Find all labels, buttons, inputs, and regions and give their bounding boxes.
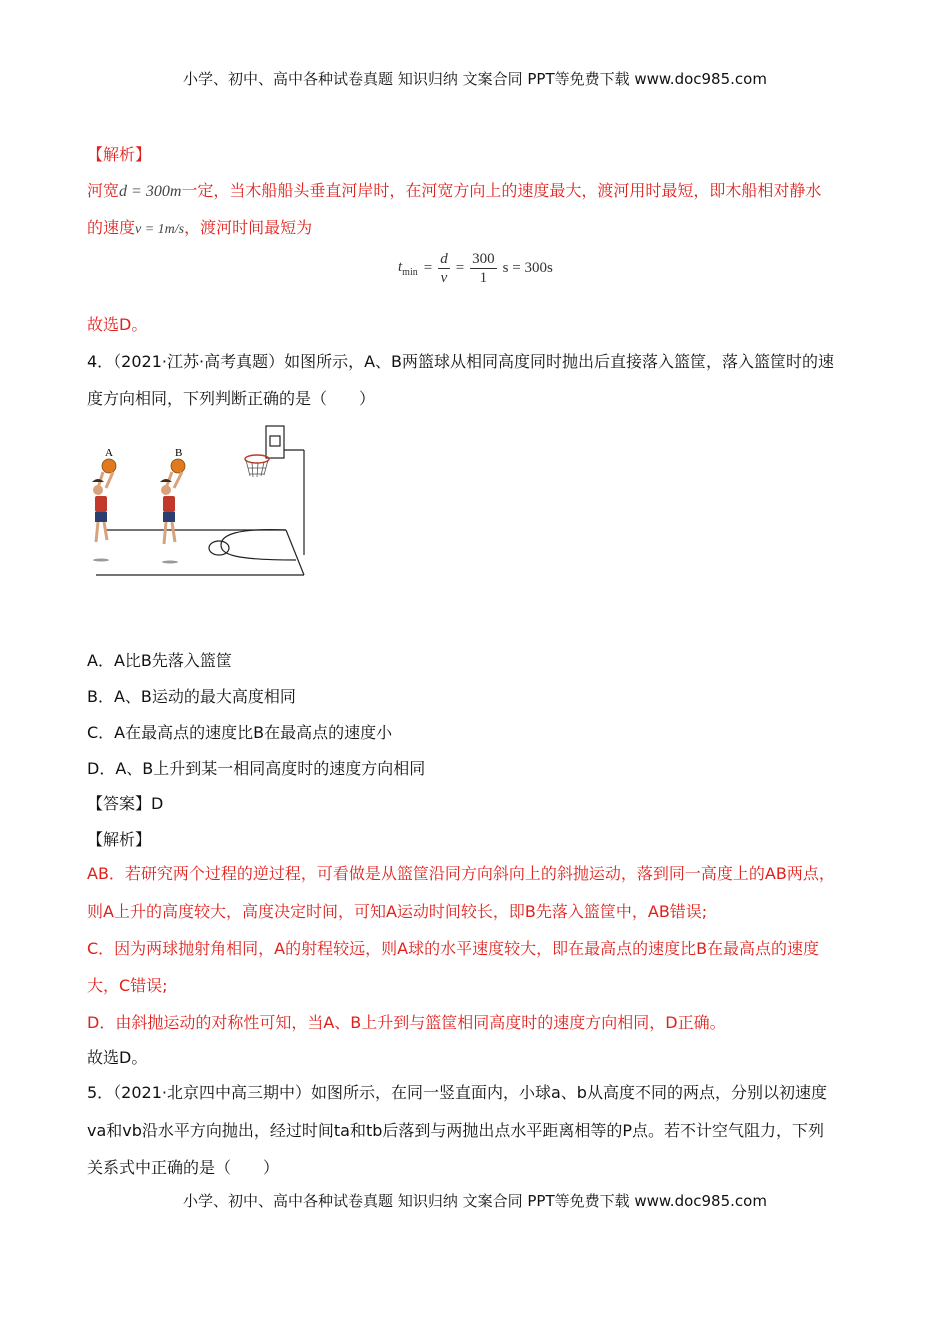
q3-analysis-line-1 (87, 180, 877, 203)
q3-line2-pre: 的速度 (87, 218, 136, 237)
q4-option-a: A．A比B先落入篮筐 (87, 651, 232, 670)
q5-stem-line-3: 关系式中正确的是（ ） (87, 1158, 280, 1177)
q4-conclusion: 故选D。 (87, 1048, 148, 1067)
q3-analysis-line-2 (87, 217, 877, 241)
page-footer: 小学、初中、高中各种试卷真题 知识归纳 文案合同 PPT等免费下载 www.doc985.com (183, 1192, 767, 1210)
q3-time-formula (398, 250, 553, 287)
q4-analysis-line-1: AB．若研究两个过程的逆过程，可看做是从篮筐沿同方向斜向上的斜抛运动，落到同一高度上的AB两点， (87, 864, 835, 883)
formula-eq-1: = (423, 260, 433, 276)
figure-label-a: A (105, 447, 113, 459)
formula-fraction-1 (438, 250, 450, 287)
formula-f1-den: v (440, 270, 448, 286)
q5-stem-line-2: va和vb沿水平方向抛出，经过时间ta和tb后落到与两抛出点水平距离相等的P点。若不计空气阻力，下列 (87, 1121, 825, 1140)
q3-conclusion: 故选D。 (87, 315, 148, 334)
q4-option-d: D．A、B上升到某一相同高度时的速度方向相同 (87, 759, 426, 778)
q4-option-c: C．A在最高点的速度比B在最高点的速度小 (87, 723, 393, 742)
formula-lhs: t (398, 259, 403, 275)
q4-stem-line-2: 度方向相同，下列判断正确的是（ ） (87, 389, 376, 408)
q3-width-math: d = 300m (119, 183, 182, 200)
figure-label-b: B (175, 447, 183, 459)
q4-answer: 【答案】D (87, 794, 164, 813)
q3-line1-post: 一定，当木船船头垂直河岸时，在河宽方向上的速度最大，渡河用时最短，即木船相对静水 (181, 181, 822, 200)
q4-analysis-line-2: 则A上升的高度较大，高度决定时间，可知A运动时间较长，即B先落入篮筐中，AB错误; (87, 902, 708, 921)
q4-analysis-line-4: 大，C错误; (87, 976, 168, 995)
q5-stem-line-1: 5．（2021·北京四中高三期中）如图所示，在同一竖直面内，小球a、b从高度不同的两点，分别以初速度 (87, 1083, 827, 1102)
player-a (92, 459, 116, 562)
formula-lhs-sub: min (402, 267, 418, 278)
q4-analysis-line-5: D．由斜抛运动的对称性可知，当A、B上升到与篮筐相同高度时的速度方向相同，D正确。 (87, 1013, 726, 1032)
formula-f2-den: 1 (479, 270, 488, 286)
q4-stem-line-1: 4．（2021·江苏·高考真题）如图所示，A、B两篮球从相同高度同时抛出后直接落入篮筐，落入篮筐时的速 (87, 352, 834, 371)
q4-analysis-label: 【解析】 (87, 830, 152, 849)
q3-speed-math: v = 1m/s (135, 222, 185, 237)
page-header: 小学、初中、高中各种试卷真题 知识归纳 文案合同 PPT等免费下载 www.doc985.com (183, 70, 767, 88)
basketball-figure (86, 420, 312, 585)
q3-analysis-label: 【解析】 (87, 145, 152, 164)
q3-line1-pre: 河宽 (87, 181, 120, 200)
formula-eq-2: = (455, 260, 465, 276)
q3-line2-post: ，渡河时间最短为 (184, 218, 313, 237)
q4-analysis-line-3: C．因为两球抛射角相同，A的射程较远，则A球的水平速度较大，即在最高点的速度比B在最高点的速度 (87, 939, 820, 958)
player-b (160, 459, 185, 564)
formula-tail: s = 300s (502, 260, 553, 276)
formula-fraction-2 (470, 250, 497, 287)
formula-f1-num: d (440, 251, 448, 267)
formula-f2-num: 300 (472, 251, 495, 267)
q4-option-b: B．A、B运动的最大高度相同 (87, 687, 296, 706)
